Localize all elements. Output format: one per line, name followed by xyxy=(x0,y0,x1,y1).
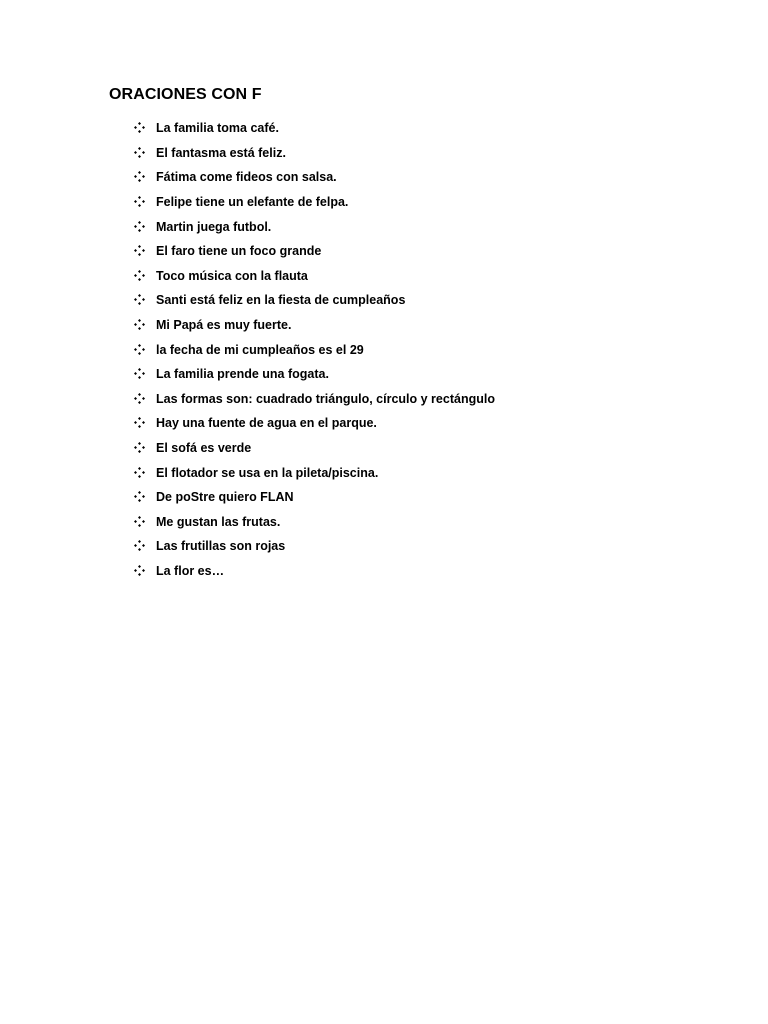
four-diamond-bullet-icon xyxy=(130,540,156,552)
sentence-list xyxy=(130,116,495,583)
list-item-text: Santi está feliz en la fiesta de cumpleaños xyxy=(156,293,406,308)
four-diamond-bullet-icon xyxy=(130,417,156,429)
list-item xyxy=(130,288,495,313)
list-item-text: El flotador se usa en la pileta/piscina. xyxy=(156,465,379,480)
list-item xyxy=(130,190,495,215)
four-diamond-bullet-icon xyxy=(130,294,156,306)
list-item xyxy=(130,239,495,264)
list-item xyxy=(130,411,495,436)
list-item xyxy=(130,116,495,141)
list-item-text: Martin juega futbol. xyxy=(156,219,272,234)
list-item xyxy=(130,436,495,461)
four-diamond-bullet-icon xyxy=(130,319,156,331)
list-item-text: De poStre quiero FLAN xyxy=(156,490,294,505)
page-title: ORACIONES CON F xyxy=(109,86,262,103)
list-item-text: Fátima come fideos con salsa. xyxy=(156,170,337,185)
list-item-text: El sofá es verde xyxy=(156,441,252,456)
list-item xyxy=(130,141,495,166)
list-item-text: El fantasma está feliz. xyxy=(156,145,286,160)
four-diamond-bullet-icon xyxy=(130,245,156,257)
list-item xyxy=(130,510,495,535)
list-item xyxy=(130,362,495,387)
four-diamond-bullet-icon xyxy=(130,122,156,134)
four-diamond-bullet-icon xyxy=(130,196,156,208)
list-item xyxy=(130,165,495,190)
list-item-text: Felipe tiene un elefante de felpa. xyxy=(156,195,349,210)
four-diamond-bullet-icon xyxy=(130,171,156,183)
list-item xyxy=(130,313,495,338)
list-item xyxy=(130,264,495,289)
list-item-text: la fecha de mi cumpleaños es el 29 xyxy=(156,342,364,357)
four-diamond-bullet-icon xyxy=(130,147,156,159)
list-item-text: La flor es… xyxy=(156,563,225,578)
list-item xyxy=(130,387,495,412)
list-item-text: Mi Papá es muy fuerte. xyxy=(156,318,292,333)
list-item xyxy=(130,214,495,239)
list-item xyxy=(130,337,495,362)
four-diamond-bullet-icon xyxy=(130,270,156,282)
list-item-text: Hay una fuente de agua en el parque. xyxy=(156,416,377,431)
list-item-text: Las frutillas son rojas xyxy=(156,539,286,554)
four-diamond-bullet-icon xyxy=(130,565,156,577)
list-item-text: La familia prende una fogata. xyxy=(156,367,329,382)
four-diamond-bullet-icon xyxy=(130,442,156,454)
list-item-text: La familia toma café. xyxy=(156,121,279,136)
list-item-text: Me gustan las frutas. xyxy=(156,514,281,529)
list-item xyxy=(130,559,495,584)
four-diamond-bullet-icon xyxy=(130,467,156,479)
list-item-text: El faro tiene un foco grande xyxy=(156,244,322,259)
four-diamond-bullet-icon xyxy=(130,516,156,528)
four-diamond-bullet-icon xyxy=(130,221,156,233)
list-item xyxy=(130,534,495,559)
four-diamond-bullet-icon xyxy=(130,344,156,356)
list-item-text: Toco música con la flauta xyxy=(156,268,308,283)
four-diamond-bullet-icon xyxy=(130,368,156,380)
list-item-text: Las formas son: cuadrado triángulo, círculo y rectángulo xyxy=(156,391,495,406)
list-item xyxy=(130,485,495,510)
four-diamond-bullet-icon xyxy=(130,393,156,405)
list-item xyxy=(130,460,495,485)
four-diamond-bullet-icon xyxy=(130,491,156,503)
